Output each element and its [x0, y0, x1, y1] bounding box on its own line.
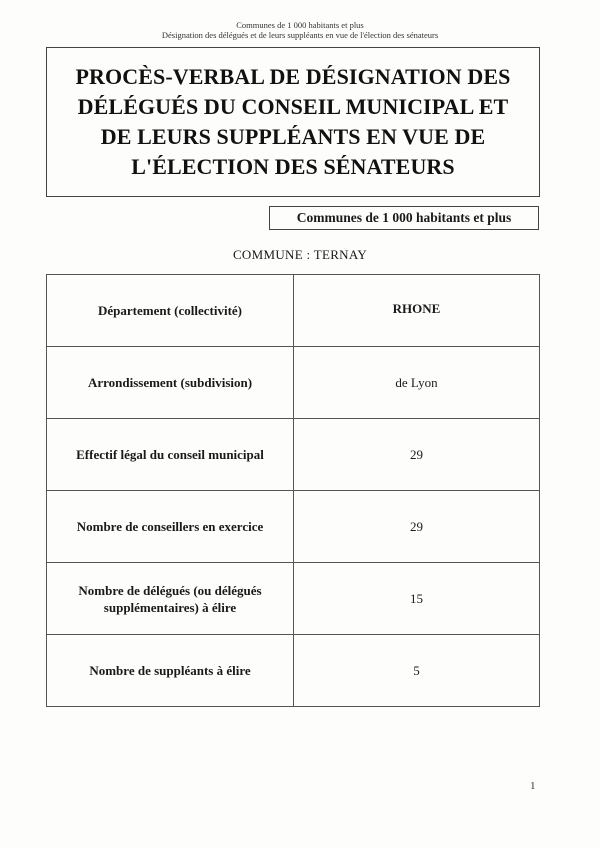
row-label-conseillers-exercice: Nombre de conseillers en exercice	[47, 491, 294, 563]
commune-name: COMMUNE : TERNAY	[232, 247, 368, 262]
table-row	[47, 563, 540, 635]
table-row	[47, 635, 540, 707]
row-value-effectif-legal: 29	[294, 419, 540, 491]
page-number: 1	[530, 780, 536, 792]
commune-size-badge: Communes de 1 000 habitants et plus	[269, 206, 539, 230]
running-header-line-1: Communes de 1 000 habitants et plus	[236, 20, 364, 30]
table-row	[47, 491, 540, 563]
row-label-effectif-legal: Effectif légal du conseil municipal	[47, 419, 294, 491]
row-label-delegues-a-elire: Nombre de délégués (ou délégués supplémentaires) à élire	[47, 563, 294, 635]
info-table	[46, 274, 540, 707]
document-title: PROCÈS-VERBAL DE DÉSIGNATION DES DÉLÉGUÉS DU CONSEIL MUNICIPAL ET DE LEURS SUPPLÉANTS EN VUE DE L'ÉLECTION DES SÉNATEURS	[75, 64, 511, 179]
row-value-suppleants-a-elire: 5	[294, 635, 540, 707]
table-row	[47, 419, 540, 491]
table-row	[47, 347, 540, 419]
row-value-departement: RHONE	[294, 275, 540, 347]
table-row	[47, 275, 540, 347]
row-value-delegues-a-elire: 15	[294, 563, 540, 635]
title-box	[46, 47, 540, 197]
row-label-suppleants-a-elire: Nombre de suppléants à élire	[47, 635, 294, 707]
running-header	[0, 20, 600, 40]
row-value-conseillers-exercice: 29	[294, 491, 540, 563]
running-header-line-2: Désignation des délégués et de leurs suppléants en vue de l'élection des sénateurs	[161, 30, 439, 40]
row-label-arrondissement: Arrondissement (subdivision)	[47, 347, 294, 419]
row-label-departement: Département (collectivité)	[47, 275, 294, 347]
row-value-arrondissement: de Lyon	[294, 347, 540, 419]
